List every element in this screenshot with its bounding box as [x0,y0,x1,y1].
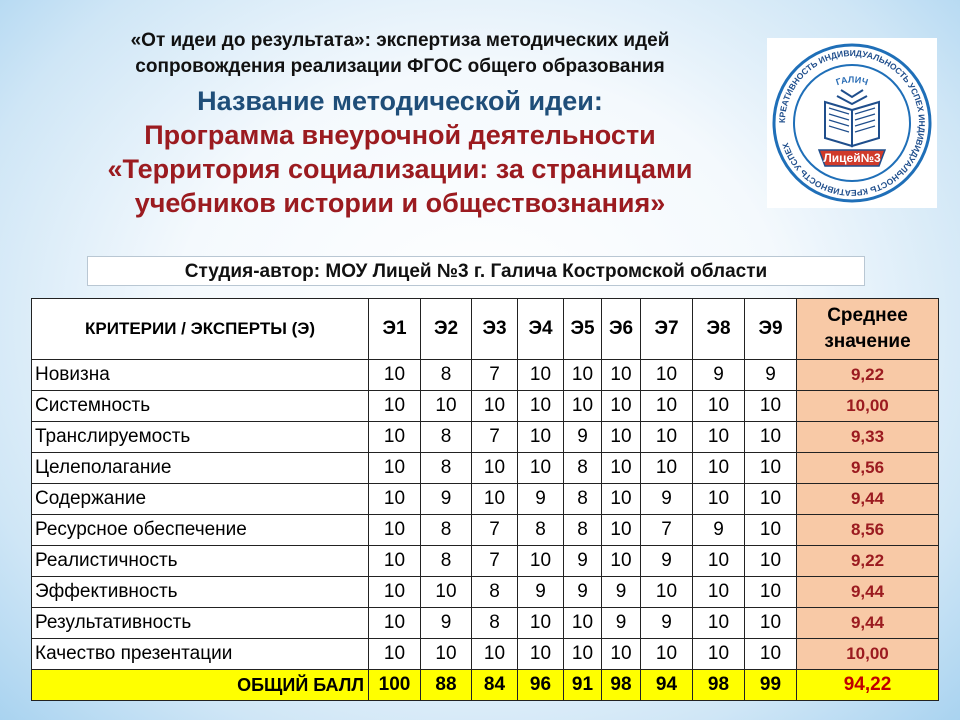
criterion-name: Новизна [32,360,369,391]
score-cell: 9 [421,608,472,639]
score-cell: 10 [693,484,745,515]
header-expert: Э8 [693,299,745,360]
expert-scores-table [31,298,939,701]
score-cell: 8 [518,515,564,546]
table-row [32,577,939,608]
total-score-cell: 84 [472,670,518,701]
criterion-name: Реалистичность [32,546,369,577]
average-cell: 9,56 [797,453,939,484]
score-cell: 8 [421,546,472,577]
table-body [32,360,939,701]
score-cell: 10 [745,608,797,639]
table-row [32,391,939,422]
score-cell: 10 [602,391,641,422]
total-score-cell: 88 [421,670,472,701]
score-cell: 10 [369,577,421,608]
score-cell: 10 [641,453,693,484]
criterion-name: Ресурсное обеспечение [32,515,369,546]
average-cell: 10,00 [797,639,939,670]
score-cell: 7 [472,546,518,577]
total-score-cell: 100 [369,670,421,701]
score-cell: 10 [518,453,564,484]
score-cell: 10 [369,453,421,484]
score-cell: 10 [693,422,745,453]
score-cell: 10 [641,391,693,422]
score-cell: 7 [641,515,693,546]
score-cell: 8 [421,422,472,453]
slide-heading [40,28,760,220]
score-cell: 8 [472,577,518,608]
school-logo-emblem [767,38,937,208]
total-score-cell: 94 [641,670,693,701]
score-cell: 9 [641,608,693,639]
score-cell: 10 [518,639,564,670]
score-cell: 10 [745,546,797,577]
total-label: ОБЩИЙ БАЛЛ [32,670,369,701]
score-cell: 10 [693,639,745,670]
score-cell: 10 [472,484,518,515]
score-cell: 10 [369,639,421,670]
table-row [32,515,939,546]
score-cell: 8 [421,515,472,546]
score-cell: 10 [369,360,421,391]
score-cell: 8 [564,453,602,484]
school-logo [767,38,937,208]
average-cell: 9,44 [797,577,939,608]
score-cell: 10 [369,515,421,546]
score-cell: 10 [564,608,602,639]
total-score-cell: 91 [564,670,602,701]
heading-line-contest-2: сопровождения реализации ФГОС общего образования [135,56,665,77]
total-score-cell: 98 [693,670,745,701]
score-cell: 10 [745,639,797,670]
header-criteria: КРИТЕРИИ / ЭКСПЕРТЫ (Э) [32,299,369,360]
table-row [32,360,939,391]
score-cell: 10 [602,453,641,484]
average-cell: 9,33 [797,422,939,453]
header-expert: Э5 [564,299,602,360]
score-cell: 8 [472,608,518,639]
score-cell: 10 [693,546,745,577]
header-expert: Э3 [472,299,518,360]
heading-line-program-3: учебников истории и обществознания» [134,188,666,218]
score-cell: 10 [602,515,641,546]
logo-ring-text: КРЕАТИВНОСТЬ ИНДИВИДУАЛЬНОСТЬ УСПЕХ ИНДИВИДУАЛЬНОСТЬ КРЕАТИВНОСТЬ УСПЕХ [776,47,928,199]
average-cell: 9,44 [797,484,939,515]
score-cell: 10 [745,391,797,422]
criterion-name: Эффективность [32,577,369,608]
score-cell: 10 [369,422,421,453]
score-cell: 7 [472,422,518,453]
score-cell: 10 [564,360,602,391]
table-header-row [32,299,939,360]
score-cell: 10 [564,391,602,422]
score-cell: 10 [745,577,797,608]
header-expert: Э7 [641,299,693,360]
score-cell: 10 [693,453,745,484]
total-average-cell: 94,22 [797,670,939,701]
heading-line-program-2: «Территория социализации: за страницами [107,154,693,184]
score-cell: 9 [641,484,693,515]
header-expert: Э9 [745,299,797,360]
heading-line-contest-1: «От идеи до результата»: экспертиза методических идей [130,30,670,51]
score-cell: 10 [602,639,641,670]
criterion-name: Результативность [32,608,369,639]
score-cell: 8 [564,515,602,546]
score-cell: 10 [641,360,693,391]
score-cell: 10 [693,608,745,639]
score-cell: 8 [421,360,472,391]
score-cell: 9 [693,515,745,546]
criterion-name: Целеполагание [32,453,369,484]
average-cell: 8,56 [797,515,939,546]
score-cell: 10 [518,391,564,422]
total-score-cell: 98 [602,670,641,701]
average-cell: 9,22 [797,546,939,577]
score-cell: 10 [602,360,641,391]
score-cell: 10 [641,577,693,608]
logo-bottom-text: Лицей№3 [823,151,881,165]
score-cell: 10 [518,422,564,453]
score-cell: 10 [745,453,797,484]
score-cell: 9 [421,484,472,515]
header-average: Среднее значение [797,299,939,360]
table-row [32,639,939,670]
header-expert: Э4 [518,299,564,360]
heading-line-program-1: Программа внеурочной деятельности [144,120,656,150]
header-expert: Э1 [369,299,421,360]
score-cell: 7 [472,515,518,546]
heading-line-idea-label: Название методической идеи: [197,86,603,116]
score-cell: 9 [564,577,602,608]
score-cell: 10 [641,422,693,453]
criterion-name: Содержание [32,484,369,515]
average-cell: 9,22 [797,360,939,391]
score-cell: 9 [745,360,797,391]
score-cell: 9 [564,422,602,453]
score-cell: 10 [602,484,641,515]
score-cell: 10 [369,608,421,639]
score-cell: 9 [641,546,693,577]
score-cell: 10 [693,391,745,422]
table-row [32,608,939,639]
criterion-name: Транслируемость [32,422,369,453]
score-cell: 10 [602,422,641,453]
score-cell: 9 [518,484,564,515]
table-row [32,422,939,453]
table-row [32,484,939,515]
average-cell: 9,44 [797,608,939,639]
score-cell: 10 [369,484,421,515]
score-cell: 9 [602,608,641,639]
header-expert: Э6 [602,299,641,360]
score-cell: 10 [421,391,472,422]
table-row [32,546,939,577]
score-cell: 10 [472,453,518,484]
criterion-name: Качество презентации [32,639,369,670]
criterion-name: Системность [32,391,369,422]
score-cell: 10 [518,608,564,639]
score-cell: 8 [421,453,472,484]
average-cell: 10,00 [797,391,939,422]
score-cell: 7 [472,360,518,391]
score-cell: 8 [564,484,602,515]
score-cell: 10 [745,422,797,453]
score-cell: 9 [693,360,745,391]
total-score-cell: 99 [745,670,797,701]
score-cell: 10 [472,639,518,670]
score-cell: 10 [641,639,693,670]
score-cell: 9 [602,577,641,608]
score-cell: 9 [518,577,564,608]
score-cell: 10 [472,391,518,422]
header-expert: Э2 [421,299,472,360]
score-cell: 9 [564,546,602,577]
score-cell: 10 [693,577,745,608]
author-studio-label: Студия-автор: МОУ Лицей №3 г. Галича Костромской области [87,256,865,286]
score-cell: 10 [602,546,641,577]
score-cell: 10 [564,639,602,670]
total-row [32,670,939,701]
score-cell: 10 [745,484,797,515]
score-cell: 10 [518,546,564,577]
total-score-cell: 96 [518,670,564,701]
table-row [32,453,939,484]
score-cell: 10 [369,391,421,422]
score-cell: 10 [745,515,797,546]
score-cell: 10 [369,546,421,577]
score-cell: 10 [421,639,472,670]
score-cell: 10 [421,577,472,608]
logo-top-text: ГАЛИЧ [834,74,870,88]
score-cell: 10 [518,360,564,391]
